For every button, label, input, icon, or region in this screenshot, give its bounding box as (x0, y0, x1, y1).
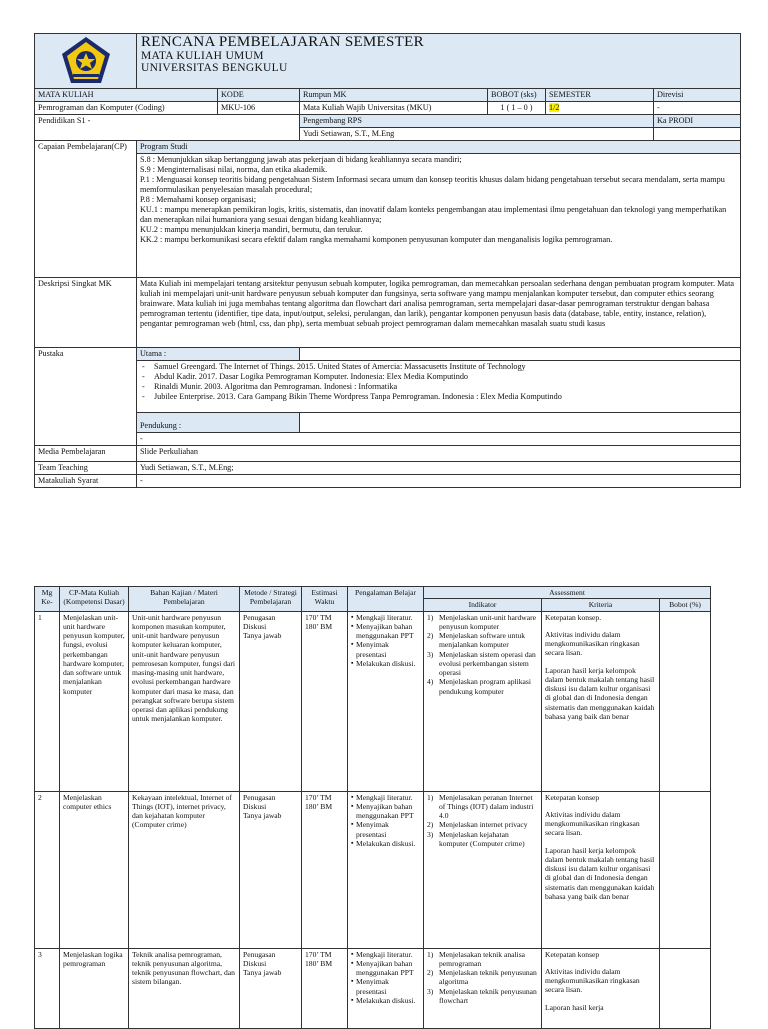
pustaka-item: - Rinaldi Munir. 2003. Algoritma dan Pemrograman. Indonesi : Informatika (140, 382, 737, 392)
pustaka-item: - Samuel Greengard. The Internet of Things. 2015. United States of Amercia: Massacusetts Institute of Technology (140, 362, 737, 372)
label-pengembang: Pengembang RPS (300, 115, 654, 128)
cp-list (137, 154, 741, 278)
col-bobot: Bobot (%) (660, 599, 711, 611)
row-week: 2 (35, 791, 60, 948)
col-assessment: Assessment (424, 587, 711, 599)
cp-item: P.1 : Menguasai konsep teoritis bidang pengetahuan Sistem Informasi secara umum dan konsep teoritis khusus dalam bidang pengetahuan tersebut secara mendalam, serta mampu memformulasikan penyelesaian masalah procedural; (140, 175, 725, 194)
col-pengalaman: Pengalaman Belajar (348, 587, 424, 612)
pustaka-item: - Jubilee Enterprise. 2013. Cara Gampang Bikin Theme Wordpress Tanpa Pemrograman. Indonesia : Elex Media Komputindo (140, 392, 737, 402)
logo-cell (35, 34, 137, 89)
pengembang-name: Yudi Setiawan, S.T., M.Eng (300, 128, 654, 141)
col-indikator: Indikator (424, 599, 542, 611)
row-estimasi: 170’ TM 180’ BM (302, 948, 348, 1028)
row-bobot (660, 948, 711, 1028)
row-metode: Penugasan Diskusi Tanya jawab (240, 611, 302, 791)
col-kriteria: Kriteria (542, 599, 660, 611)
label-bobot: BOBOT (sks) (488, 89, 546, 102)
row-pengalaman: ▪ Mengkaji literatur. ▪ Menyajikan bahan menggunakan PPT ▪ Menyimak presentasi ▪ Melakukan diskusi. (348, 948, 424, 1028)
label-capaian: Capaian Pembelajaran(CP) (35, 141, 137, 278)
cp-item: KK.2 : mampu berkomunikasi secara efektif dalam rangka memahami komponen penyusunan komputer dan menganalisis logika pemrograman. (140, 235, 613, 244)
label-mata-kuliah: MATA KULIAH (35, 89, 218, 102)
semester-highlight: 1/2 (549, 103, 560, 112)
syarat-value: - (137, 475, 741, 488)
label-ka-prodi: Ka PRODI (654, 115, 741, 128)
row-bobot (660, 791, 711, 948)
col-metode: Metode / Strategi Pembelajaran (240, 587, 302, 612)
course-bobot: 1 ( 1 – 0 ) (488, 102, 546, 115)
col-bahan: Bahan Kajian / Materi Pembelajaran (129, 587, 240, 612)
table-row (35, 611, 711, 791)
course-semester (546, 102, 654, 115)
course-rumpun: Mata Kuliah Wajib Universitas (MKU) (300, 102, 488, 115)
row-week: 1 (35, 611, 60, 791)
weekly-plan-table (34, 586, 711, 1029)
pustaka-utama-list (137, 361, 741, 413)
row-pengalaman: ▪ Mengkaji literatur. ▪ Menyajikan bahan menggunakan PPT ▪ Menyimak presentasi ▪ Melakukan diskusi. (348, 791, 424, 948)
col-estimasi: Estimasi Waktu (302, 587, 348, 612)
course-name: Pemrograman dan Komputer (Coding) (35, 102, 218, 115)
row-kriteria: Ketepatan konsep. Aktivitas individu dalam mengkomunikasikan ringkasan secara lisan. Laporan hasil kerja kelompok dalam bentuk makalah tentang hasil diskusi isu dalam kultur organisasi di global dan di Indonesia dengan sistematis dan menggunakan kaidah bahasa yang baik dan benar (542, 611, 660, 791)
rps-header-table (34, 33, 741, 488)
row-metode: Penugasan Diskusi Tanya jawab (240, 791, 302, 948)
row-estimasi: 170’ TM 180’ BM (302, 611, 348, 791)
course-code: MKU-106 (218, 102, 300, 115)
row-cp: Menjelaskan logika pemrograman (60, 948, 129, 1028)
row-pengalaman: ▪ Mengkaji literatur. ▪ Menyajikan bahan menggunakan PPT ▪ Menyimak presentasi ▪ Melakukan diskusi. (348, 611, 424, 791)
university-name: UNIVERSITAS BENGKULU (141, 62, 288, 74)
university-seal-icon (59, 35, 113, 87)
row-kriteria: Ketepatan konsep Aktivitas individu dalam mengkomunikasikan ringkasan secara lisan. Laporan hasil kerja kelompok dalam bentuk makalah tentang hasil diskusi isu dalam kultur organisasi di global dan di Indonesia dengan sistematis dan menggunakan kaidah bahasa yang baik dan benar (542, 791, 660, 948)
label-deskripsi: Deskripsi Singkat MK (35, 278, 137, 348)
row-bahan: Unit-unit hardware penyusun komponen masukan komputer, unit-unit hardware penyusun komputer keluaran komputer, unit-unit hardware penyusun pemrosesan komputer, fungsi dari masing-masing unit hardware, evolusi perkembangan hardware komputer dari masa ke masa, dan perangkat software berupa sistem operasi dan aplikasi pendukung untuk menjalankan komputer. (129, 611, 240, 791)
course-category: MATA KULIAH UMUM (141, 50, 264, 62)
table-row (35, 948, 711, 1028)
row-estimasi: 170’ TM 180’ BM (302, 791, 348, 948)
label-program-studi: Program Studi (137, 141, 741, 154)
row-bobot (660, 611, 711, 791)
university-logo (38, 35, 133, 87)
row-indikator: 1) Menjelaskan unit-unit hardware penyusun komputer 2) Menjelaskan software untuk menjalankan komputer 3) Menjelaskan sistem operasi dan evolusi perkembangan sistem operasi 4) Menjelaskan program aplikasi pendukung komputer (424, 611, 542, 791)
ka-prodi-value (654, 128, 741, 141)
row-cp: Menjelaskan computer ethics (60, 791, 129, 948)
cp-item: KU.1 : mampu menerapkan pemikiran logis, kritis, sistematis, dan inovatif dalam konteks pengembangan atau implementasi ilmu pengetahuan dan teknologi yang memperhatikan dan menerapkan nilai humaniora yang sesuai dengan bidang keahliannya; (140, 205, 727, 224)
label-media: Media Pembelajaran (35, 446, 137, 462)
pustaka-pendukung-value: - (137, 433, 741, 446)
label-utama: Utama : (137, 348, 300, 361)
col-cp: CP-Mata Kuliah (Kompetensi Dasar) (60, 587, 129, 612)
row-bahan: Teknik analisa pemrograman, teknik penyusunan algoritma, teknik penyusunan flowchart, dan sistem bilangan. (129, 948, 240, 1028)
table-row (35, 791, 711, 948)
pendidikan: Pendidikan S1 - (35, 115, 300, 141)
pustaka-item: - Abdul Kadir. 2017. Dasar Logika Pemrograman Komputer. Indonesia: Elex Media Komputindo (140, 372, 737, 382)
label-kode: KODE (218, 89, 300, 102)
cp-item: S.8 : Menunjukkan sikap bertanggung jawab atas pekerjaan di bidang keahliannya secara mandiri; (140, 155, 462, 164)
media-value: Slide Perkuliahan (137, 446, 741, 462)
label-pustaka: Pustaka (35, 348, 137, 446)
cp-item: KU.2 : mampu menunjukkan kinerja mandiri, bermutu, dan terukur. (140, 225, 363, 234)
label-team: Team Teaching (35, 462, 137, 475)
row-indikator: 1) Menjelasakan teknik analisa pemrograman 2) Menjelaskan teknik penyusunan algoritma 3) Menjelaskan teknik penyusunan flowchart (424, 948, 542, 1028)
row-bahan: Kekayaan intelektual, Internet of Things (IOT), internet privacy, dan kejahatan komputer (Computer crime) (129, 791, 240, 948)
row-metode: Penugasan Diskusi Tanya jawab (240, 948, 302, 1028)
label-direvisi: Direvisi (654, 89, 741, 102)
label-syarat: Matakuliah Syarat (35, 475, 137, 488)
row-kriteria: Ketepatan konsep Aktivitas individu dalam mengkomunikasikan ringkasan secara lisan. Laporan hasil kerja (542, 948, 660, 1028)
deskripsi-text: Mata Kuliah ini mempelajari tentang arsitektur penyusun sebuah komputer, logika pemrograman, dan memecahkan persoalan sederhana dengan pembuatan program komputer. Mata kuliah ini mempelajari unit-unit hardware penyusun sebuah komputer dan fungsinya, serta software yang mampu menjalankan komputer tersebut, dan computer ethics seorang brainware. Mata kuliah ini juga membahas tentang algoritma dan flowchart dari analisa pemrograman, serta mempelajari dasar-dasar pemrograman terstruktur dengan bahasa pemrograman tertentu (identifier, tipe data, input/output, seleksi, perulangan, dan larik), pengantar komponen penyusun basis data (database, table, entity, instance, relation), pengantar pemrograman web (html, css, dan php), serta membuat sebuah project pemrograman dalam memecahkan masalah suatu studi kasus (137, 278, 741, 348)
label-semester: SEMESTER (546, 89, 654, 102)
row-indikator: 1) Menjelasakan peranan Internet of Things (IOT) dalam industri 4.0 2) Menjelaskan internet privacy 3) Menjelaskan kejahatan komputer (Computer crime) (424, 791, 542, 948)
cp-item: P.8 : Memahami konsep organisasi; (140, 195, 257, 204)
course-direvisi: - (654, 102, 741, 115)
label-rumpun: Rumpun MK (300, 89, 488, 102)
label-pendukung: Pendukung : (137, 413, 300, 433)
cp-item: S.9 : Menginternalisasi nilai, norma, dan etika akademik. (140, 165, 328, 174)
row-cp: Menjelaskan unit-unit hardware penyusun komputer, fungsi, evolusi perkembangan hardware komputer, dan software untuk menjalankan komputer (60, 611, 129, 791)
page-title: RENCANA PEMBELAJARAN SEMESTER (141, 34, 424, 50)
row-week: 3 (35, 948, 60, 1028)
team-value: Yudi Setiawan, S.T., M.Eng; (137, 462, 741, 475)
col-mg: Mg Ke- (35, 587, 60, 612)
